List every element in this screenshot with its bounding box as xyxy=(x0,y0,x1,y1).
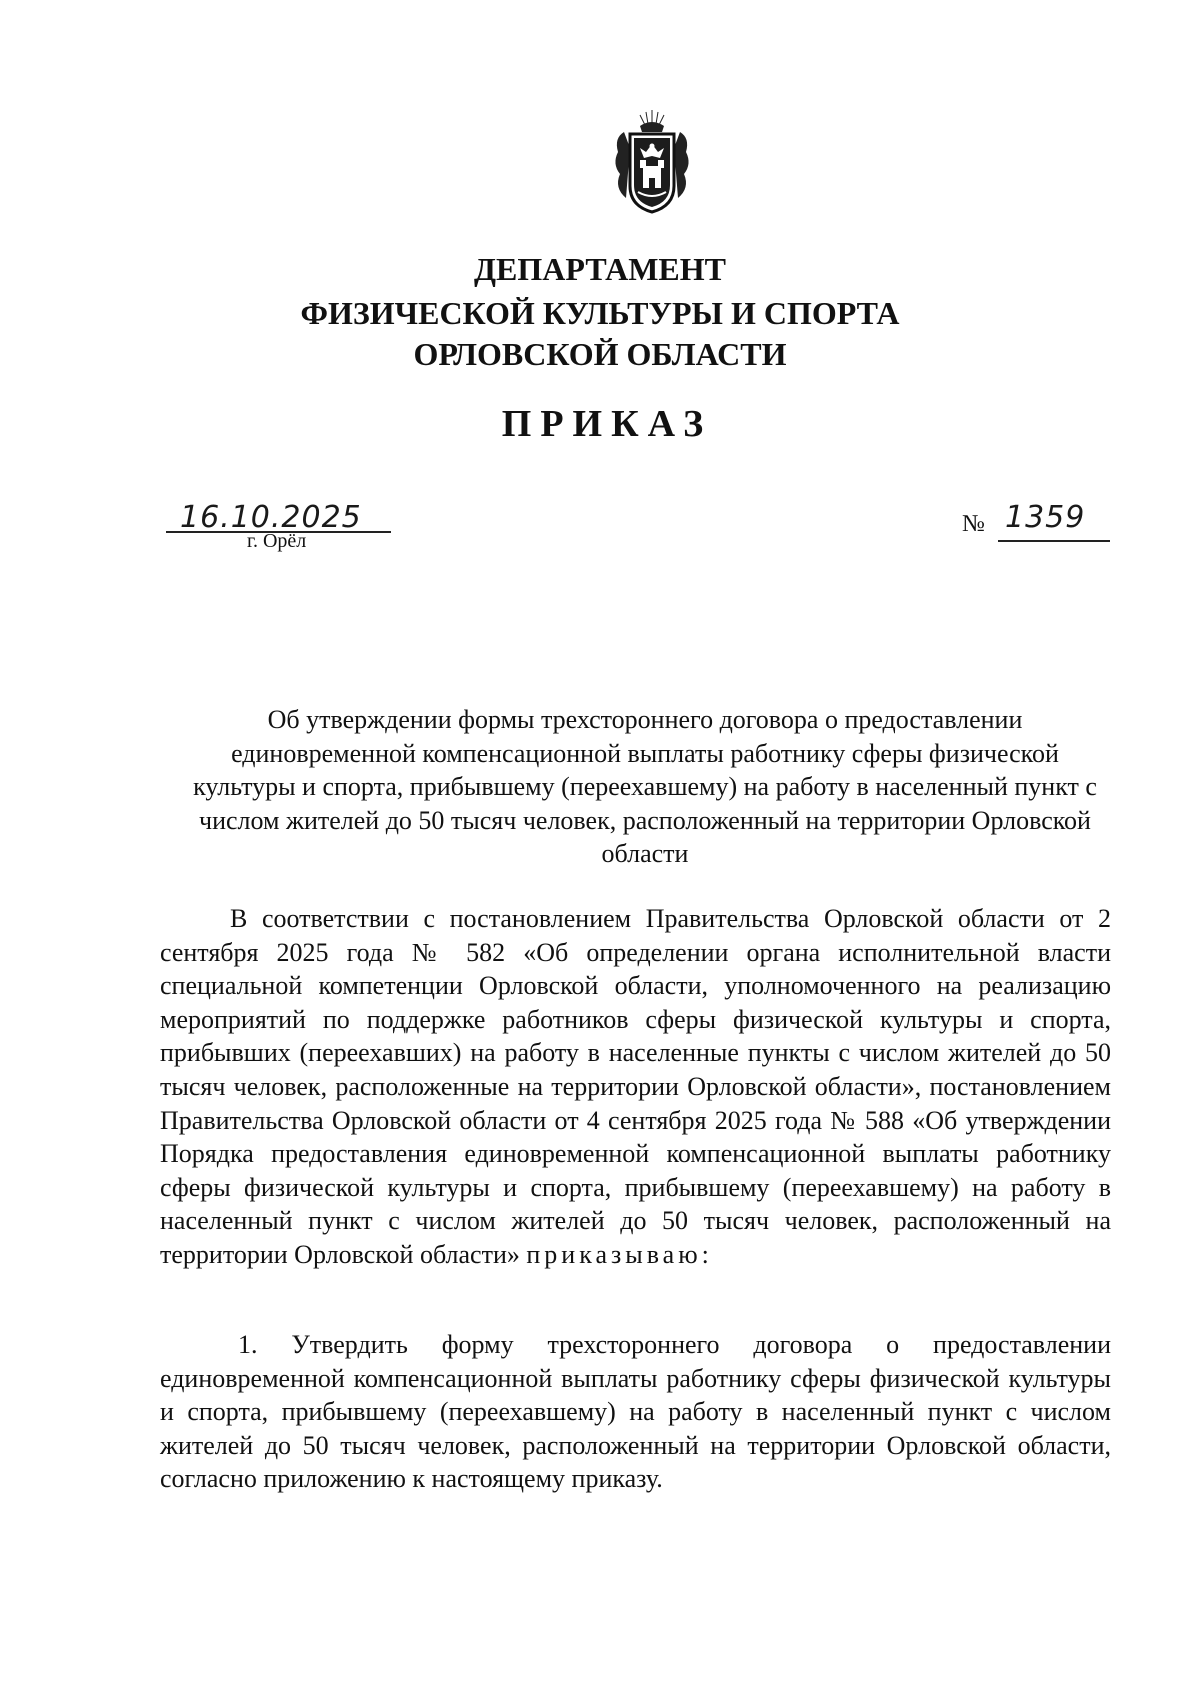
department-title-line-3: ОРЛОВСКОЙ ОБЛАСТИ xyxy=(413,336,787,372)
body-paragraph-1-text: В соответствии с постановлением Правительства Орловской области от 2 сентября 2025 года № 582 «Об определении органа исполнительной власти специальной компетенции Орловской области, уполномоченного на реализацию мероприятий по поддержке работников сферы физической культуры и спорта, прибывших (переехавших) на работу в населенные пункты с числом жителей до 50 тысяч человек, расположенные на территории Орловской области», постановлением Правительства Орловской области от 4 сентября 2025 года № 588 «Об утверждении Порядка предоставления единовременной компенсационной выплаты работнику сферы физической культуры и спорта, прибывшему (переехавшему) на работу в населенный пункт с числом жителей до 50 тысяч человек, расположенный на территории Орловской области» xyxy=(160,904,1111,1269)
order-number-sign: № xyxy=(962,511,985,537)
department-title-line-2: ФИЗИЧЕСКОЙ КУЛЬТУРЫ И СПОРТА xyxy=(300,295,900,331)
order-verb: приказываю: xyxy=(526,1239,713,1269)
order-subject: Об утверждении формы трехстороннего договора о предоставлении единовременной компенсационной выплаты работнику сферы физической культуры и спорта, прибывшему (переехавшему) на работу в населенный пункт с числом жителей до 50 тысяч человек, расположенный на территории Орловской области xyxy=(193,705,1097,868)
document-type-title: ПРИКАЗ xyxy=(501,403,713,445)
body-paragraph-2: 1. Утвердить форму трехстороннего договора о предоставлении единовременной компенсационной выплаты работнику сферы физической культуры и спорта, прибывшему (переехавшему) на работу в населенный пункт с числом жителей до 50 тысяч человек, расположенный на территории Орловской области, согласно приложению к настоящему приказу. xyxy=(160,1330,1111,1494)
number-underline xyxy=(998,540,1110,542)
order-date: 16.10.2025 xyxy=(180,500,362,535)
coat-of-arms-icon xyxy=(610,108,694,216)
body-paragraph-1 xyxy=(160,902,1111,1272)
order-city: г. Орёл xyxy=(247,530,307,552)
order-number: 1359 xyxy=(1005,500,1086,535)
department-title-line-1: ДЕПАРТАМЕНТ xyxy=(474,251,726,287)
